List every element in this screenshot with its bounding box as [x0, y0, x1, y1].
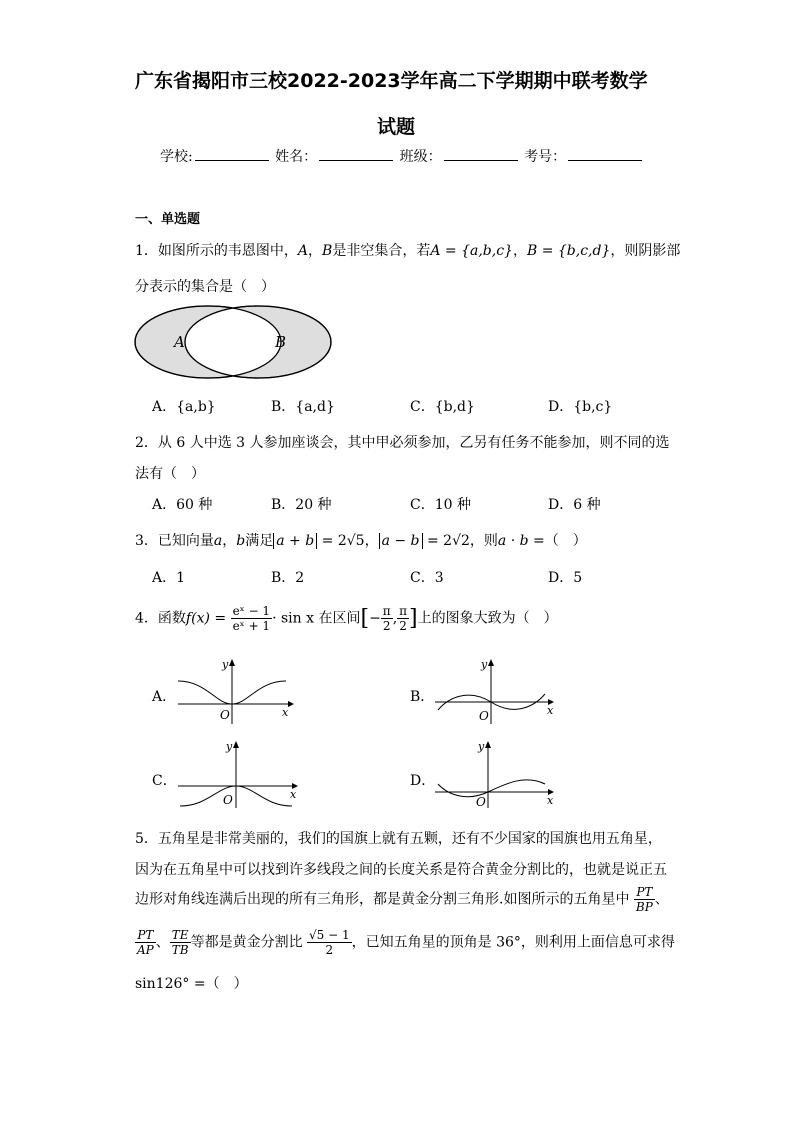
q1-option-c[interactable]: C．{b,d}	[410, 399, 475, 415]
q4-option-b-label[interactable]: B．	[410, 689, 435, 705]
q5-f1-num: PT	[634, 885, 655, 900]
q5-line4-post: ，已知五角星的顶角是 36°，则利用上面信息可求得	[351, 934, 675, 951]
q4-text: 4．函数	[135, 610, 186, 627]
q3-option-b[interactable]: B．2	[271, 570, 305, 586]
axis-x: x	[290, 788, 297, 801]
q5-ratio-pt-bp	[634, 885, 655, 914]
name-field[interactable]	[319, 146, 393, 161]
q5-f1-den: BP	[635, 900, 653, 914]
q4-int-num2: π	[399, 604, 408, 618]
q1-set-a: A	[297, 243, 309, 259]
q1-sep2: ，	[512, 243, 527, 259]
q4-graph-b[interactable]	[433, 656, 558, 726]
q5-dun: 、	[654, 891, 669, 908]
venn-diagram	[130, 303, 336, 381]
axis-y: y	[478, 740, 485, 753]
q3-vector-b: b	[236, 533, 246, 549]
q5-f3-num: TE	[170, 928, 191, 943]
q1-set-b: B	[322, 243, 333, 259]
q2-option-d[interactable]: D．6 种	[548, 497, 601, 513]
school-label: 学校:	[160, 149, 193, 165]
page-title-line2: 试题	[377, 116, 416, 138]
q4-num: eˣ − 1	[232, 604, 271, 618]
q4-option-d-label[interactable]: D．	[410, 773, 436, 789]
q3-eq1: = 2√5	[321, 533, 365, 549]
venn-label-b: B	[275, 333, 287, 351]
q5-ratio-te-tb	[170, 928, 191, 957]
q5-line4-mid: 等都是黄金分割比	[190, 934, 303, 951]
q1-set-a-def: A = {a,b,c}	[430, 243, 513, 259]
axis-x: x	[547, 704, 554, 717]
q3-post: =（ ）	[528, 533, 587, 549]
q3-diff-norm: a − b	[379, 533, 423, 549]
q5-ratio-den: 2	[325, 943, 334, 957]
q4-post: 上的图象大致为（ ）	[417, 610, 558, 627]
header-fields	[160, 146, 644, 166]
q5-ratio-pt-ap	[135, 928, 156, 957]
q4-option-c-label[interactable]: C．	[152, 773, 177, 789]
q3-option-c[interactable]: C．3	[410, 570, 444, 586]
q4-graph-a[interactable]	[176, 656, 296, 726]
q1-option-a[interactable]: A．{a,b}	[152, 399, 216, 415]
q1-option-d[interactable]: D．{b,c}	[548, 399, 613, 415]
q3-post-pre: ，则	[469, 533, 498, 549]
q1-option-b[interactable]: B．{a,d}	[271, 399, 335, 415]
q3-cond: 满足	[245, 533, 274, 549]
origin: O	[476, 795, 486, 809]
q4-int-right	[397, 604, 409, 633]
name-label: 姓名：	[275, 149, 318, 165]
q5-ratio-num: √5 − 1	[309, 928, 350, 942]
q5-line4	[135, 928, 675, 957]
origin: O	[479, 709, 489, 723]
q3-comma: ，	[364, 533, 379, 549]
q4-line: 4．函数f(x) = $\frac{\text{eˣ − 1}}{\text{eˣ + 1}}$ · sin x 在区间[− $\frac{\pi}{2}$ , $\frac{\pi}{2}$ ]上的图象大致为（ ）	[135, 604, 558, 633]
q5-line1: 5．五角星是非常美丽的，我们的国旗上就有五颗，还有不少国家的国旗也用五角星，	[135, 831, 662, 847]
q4-mid: 在区间	[314, 610, 361, 627]
q5-line3-text: 边形对角线连满后出现的所有三角形，都是黄金分割三角形.如图所示的五角星中	[135, 891, 630, 908]
q5-line5: sin126° =（ ）	[135, 976, 248, 992]
q3-option-a[interactable]: A．1	[152, 570, 186, 586]
q4-int-left	[381, 604, 393, 633]
class-field[interactable]	[444, 146, 518, 161]
school-field[interactable]	[195, 146, 269, 161]
axis-y: y	[481, 658, 488, 671]
q4-den: eˣ + 1	[232, 619, 271, 633]
q3-sep: ，	[222, 533, 237, 549]
axis-y: y	[226, 740, 233, 753]
q4-int-num1: π	[382, 604, 391, 618]
q4-fraction	[231, 604, 273, 633]
q1-text-post: ，则阴影部	[610, 243, 681, 259]
q4-int-den2: 2	[399, 619, 407, 633]
q3-text: 3．已知向量	[135, 533, 214, 549]
q3-eq2: = 2√2	[426, 533, 470, 549]
q4-sin: · sin x	[272, 610, 315, 627]
q5-f2-num: PT	[135, 928, 156, 943]
class-label: 班级：	[399, 149, 442, 165]
q5-line2: 因为在五角星中可以找到许多线段之间的长度关系是符合黄金分割比的，也就是说正五	[135, 862, 667, 878]
section-heading: 一、单选题	[135, 212, 201, 227]
q4-graph-c[interactable]	[176, 738, 302, 810]
q5-dun2: 、	[155, 934, 170, 951]
q1-text: 1．如图所示的韦恩图中，	[135, 243, 298, 259]
q3-line	[135, 530, 587, 550]
q3-option-d[interactable]: D．5	[548, 570, 583, 586]
q5-f2-den: AP	[137, 943, 154, 957]
q4-fx: f(x) =	[185, 610, 227, 627]
q4-option-a-label[interactable]: A．	[152, 689, 177, 705]
venn-label-a: A	[174, 333, 185, 351]
exam-number-field[interactable]	[568, 146, 642, 161]
q1-set-b-def: B = {b,c,d}	[526, 243, 611, 259]
axis-x: x	[547, 794, 554, 807]
q1-line1	[135, 240, 680, 260]
q5-f3-den: TB	[171, 943, 189, 957]
q4-int-den1: 2	[382, 619, 391, 633]
q4-graph-d[interactable]	[433, 738, 558, 810]
q2-line2: 法有（ ）	[135, 466, 205, 482]
origin: O	[220, 708, 230, 722]
q3-dot: a · b	[497, 533, 529, 549]
q5-golden-ratio	[307, 928, 352, 957]
q1-line2: 分表示的集合是（ ）	[135, 279, 275, 295]
axis-x: x	[282, 706, 289, 719]
q3-vector-a: a	[213, 533, 223, 549]
q2-option-a[interactable]: A．60 种	[152, 497, 213, 513]
exam-number-label: 考号：	[524, 149, 567, 165]
q2-option-b[interactable]: B．20 种	[271, 497, 332, 513]
q2-line1: 2．从 6 人中选 3 人参加座谈会，其中甲必须参加，乙另有任务不能参加，则不同的选	[135, 435, 670, 451]
axis-y: y	[222, 658, 229, 671]
q1-sep: ，	[308, 243, 323, 259]
page-title: 广东省揭阳市三校2022-2023学年高二下学期期中联考数学	[135, 70, 648, 92]
q3-sum-norm: a + b	[273, 533, 317, 549]
q5-line3	[135, 885, 669, 914]
q1-text-mid: 是非空集合，若	[332, 243, 431, 259]
q2-option-c[interactable]: C．10 种	[410, 497, 471, 513]
origin: O	[223, 793, 233, 807]
